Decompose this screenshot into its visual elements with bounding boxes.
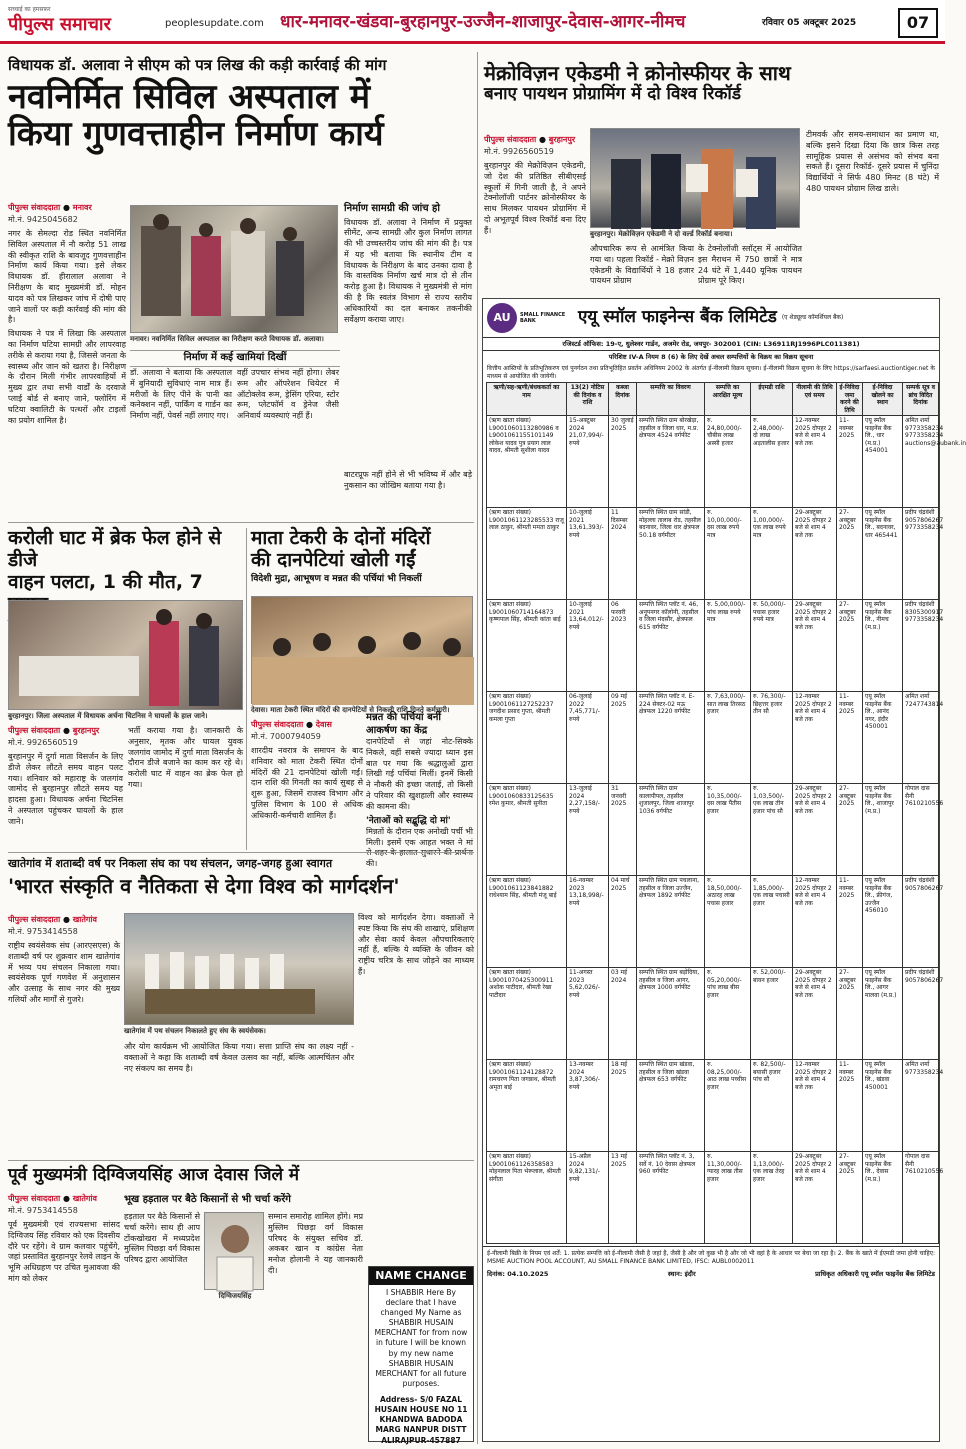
byline: पीपुल्स संवाददाता ● देवास <box>251 720 332 729</box>
bank-cell-notice: 13-जुलाई 2024 2,27,158/- रुपये <box>567 784 609 876</box>
au-bank-logo-text: SMALL FINANCE BANK <box>520 311 566 324</box>
bank-cell-possession: 03 मई 2024 <box>609 968 637 1060</box>
bank-cell-possession: 11 दिसम्बर 2024 <box>609 508 637 600</box>
bank-cell-submit: 27-अक्टूबर 2025 <box>837 1152 863 1244</box>
bank-cell-submit: 11-नवम्बर 2025 <box>837 416 863 508</box>
bank-cell-date: 12-नवम्बर 2025 दोपहर 2 बजे से शाम 4 बजे तक <box>793 876 837 968</box>
bank-footer-place: स्थान: इंदौर <box>667 1270 696 1279</box>
bank-cell-possession: 04 मार्च 2025 <box>609 876 637 968</box>
bank-cell-possession: 18 मई 2025 <box>609 1060 637 1152</box>
bank-cell-property: सम्पत्ति स्थित ग्राम कालापीपल, तहसील शुजालपुर, जिला शाजापुर 1036 वर्गफीट <box>637 784 705 876</box>
bank-cell-place: एयू स्मॉल फाइनेंस बैंक लि., देवास (म.प्र.) <box>863 1152 903 1244</box>
macrovision-photo <box>590 128 800 228</box>
issue-date: रविवार 05 अक्टूबर 2025 <box>762 18 857 28</box>
story-hospital-para-1: नगर के सेमल्दा रोड स्थित नवनिर्मित सिविल अस्पताल में नौ करोड़ 51 लाख की स्वीकृत राशि के बावजूद गुणवत्ताहीन निर्माण कार्य किया गया। इसे लेकर विधायक डॉ. हीरालाल अलावा ने निरीक्षण के बाद मुख्यमंत्री डॉ. मोहन यादव को पत्र लिखकर जांच में दोषी पाए जाने वालों पर कड़ी कार्रवाई की मांग की है। <box>8 229 126 325</box>
table-row <box>487 1060 939 1152</box>
bank-cell-emd: रु. 52,000/- बावन हजार <box>751 968 793 1060</box>
bank-col-header: ईएमडी राशि <box>751 383 793 416</box>
story-donation-headline-2: की दानपेटियां खोली गईं <box>251 548 416 571</box>
edition-cities: धार-मनावर-खंडवा-बुरहानपुर-उज्जैन-शाजापुर-देवास-आगर-नीमच <box>280 12 686 32</box>
bank-cell-borrower: (ऋण खाता संख्या) L9001070425300911 अशोक पाटीदार, श्रीमती रेखा पाटीदार <box>487 968 567 1060</box>
bank-cell-property: सम्पत्ति स्थित ग्राम बोरखेड़ा, तहसील व जिला धार, म.प्र. क्षेत्रफल 4524 वर्गफीट <box>637 416 705 508</box>
byline-mobile: मो.नं. 9753414558 <box>8 1206 78 1215</box>
bank-cell-borrower: (ऋण खाता संख्या) L9001061123285533 राजू लाल ठाकुर, श्रीमती ममता ठाकुर <box>487 508 567 600</box>
bank-cell-submit: 27-अक्टूबर 2025 <box>837 784 863 876</box>
story-hospital-col-b: वहीं उपचार संभव नहीं होगा। लेबर रूम और ऑपरेशन थियेटर में ऑटोक्लेव रूम, ड्रेसिंग एरिया, स्टोर रूम, प्लेटफॉर्म व ड्रेनेज जैसी अनिवार्य व्यवस्थाएं नहीं हैं। <box>237 368 339 421</box>
digvijay-photo <box>204 1212 264 1290</box>
name-change-title: NAME CHANGE <box>369 1267 473 1285</box>
bank-cell-borrower: (ऋण खाता संख्या) L9001061124128872 रामचरण पिता जगन्नाथ, श्रीमती अमृता बाई <box>487 1060 567 1152</box>
bank-footer-sign-row <box>483 1268 939 1280</box>
bank-cell-place: एयू स्मॉल फाइनेंस बैंक लि., शाजापुर (म.प्र.) <box>863 784 903 876</box>
story-digvijay-col1-text: पूर्व मुख्यमंत्री एवं राज्यसभा सांसद दिग्विजय सिंह रविवार को एक दिवसीय दौरे पर रहेंगे। वे ग्राम कलवार पहुंचेंगे, जहां प्रस्तावित बुरहानपुर रेलवे लाइन के भूमि अधिग्रहण पर उचित मुआवजा की मांग को लेकर <box>8 1220 120 1283</box>
story-donation-quote-head: 'नेताओं को सद्बुद्धि दो मां' <box>366 815 451 826</box>
story-macrovision-col1-text: बुरहानपुर की मेक्रोविज़न एकेडमी, जो देश की प्रतिष्ठित सीबीएसई स्कूलों में गिनी जाती है, ने अपने टेक्नोलॉजी पार्टनर क्रोनोस्फीयर के साथ मिलकर पायथन प्रोग्रामिंग में दो अभूतपूर्व विश्व रिकॉर्ड बना दिए हैं। <box>484 161 586 235</box>
bank-cell-contact: प्रदीप चंद्रवंशी 9057806267 <box>903 876 939 968</box>
story-rss-col-3: और योग कार्यक्रम भी आयोजित किया गया। सत्ता प्राप्ति संघ का लक्ष्य नहीं - वक्ताओं ने कहा कि शताब्दी वर्ष केवल उत्सव का नहीं, बल्कि आत्मचिंतन और नए संकल्प का समय है। <box>124 1042 354 1073</box>
bank-cell-notice: 10-जुलाई 2021 13,61,393/- रुपये <box>567 508 609 600</box>
accident-photo <box>8 600 243 710</box>
story-rss-col-2: विश्व को मार्गदर्शन देगा। वक्ताओं ने स्पष्ट किया कि संघ की शाखाएं, प्रशिक्षण और सेवा कार्य केवल औपचारिकताएं नहीं हैं, बल्कि ये व्यक्ति के जीवन को राष्ट्रीय चरित्र के साथ जोड़ने का माध्यम हैं। <box>358 913 474 976</box>
rss-photo-figures <box>125 914 355 1026</box>
bank-cell-possession: 09 मई 2025 <box>609 692 637 784</box>
accident-photo-figures <box>9 601 244 711</box>
bank-cell-place: एयू स्मॉल फाइनेंस बैंक लि., खंडवा 450001 <box>863 1060 903 1152</box>
story-macrovision-col-2: औपचारिक रूप से आमंत्रित किया गया था। पहला रिकॉर्ड - मेक्रो विज़न एकेडमी के विद्यार्थियों ने 18 हजार पायथन प्रोग्राम <box>590 244 694 286</box>
divider <box>8 522 474 523</box>
story-donation <box>251 528 473 585</box>
bank-cell-property: सम्पत्ति स्थित ग्राम खंडवा, तहसील व जिला खंडवा क्षेत्रफल 653 वर्गफीट <box>637 1060 705 1152</box>
story-hospital-headline-1: नवनिर्मित सिविल अस्पताल में <box>8 76 371 117</box>
bank-cell-submit: 27-अक्टूबर 2025 <box>837 508 863 600</box>
bank-cell-contact: अमित शर्मा 9773358234 9773358234 auctions@aubank.in <box>903 416 939 508</box>
story-donation-quote-text: मिन्नतों के दौरान एक अनोखी पर्ची भी मिली। इसमें एक आहत भक्त ने मां की। <box>366 826 473 869</box>
table-row <box>487 416 939 508</box>
byline-mobile: मो.नं. 9753414558 <box>8 927 78 936</box>
divider <box>8 1160 474 1161</box>
bank-auction-table <box>486 382 966 1244</box>
donation-photo <box>251 596 473 704</box>
bank-cell-contact: प्रदीप चंद्रवंशी 9057806267 9773358234 <box>903 508 939 600</box>
bank-cell-place: एयू स्मॉल फाइनेंस बैंक लि., आगर मालवा (म.प्र.) <box>863 968 903 1060</box>
story-accident-headline-2: वाहन पलटा, 1 की मौत, 7 <box>8 570 203 593</box>
story-rss-col1-text: राष्ट्रीय स्वयंसेवक संघ (आरएसएस) के शताब्दी वर्ष पर शुक्रवार शाम खातेगांव में भव्य पथ संचलन निकाला गया। स्वयंसेवक पूर्ण गणवेश में अनुशासन और उत्साह के साथ नगर की मुख्य गलियों और मार्गों से गुजरे। <box>8 941 120 1004</box>
byline-name: पीपुल्स संवाददाता <box>8 915 61 924</box>
name-change-ad <box>368 1266 474 1445</box>
bank-cell-submit: 27-अक्टूबर 2025 <box>837 968 863 1060</box>
bank-cell-contact: गोपाल दास सैनी 7610210556 <box>903 784 939 876</box>
story-rss-col-1 <box>8 915 120 1006</box>
story-accident-col1-text: बुरहानपुर में दुर्गा माता विसर्जन के लिए डीजे लेकर लौटते समय वाहन पलट गया। शनिवार को महाराष्ट्र के जलगांव जामोद से बुरहानपुर लौटते समय यह हादसा हुआ। विधायक अर्चना चिटनिस ने अस्पताल पहुंचकर घायलों के हाल जाने। <box>8 752 123 826</box>
bank-cell-borrower: (ऋण खाता संख्या) L9001061127252237 जगदीश प्रसाद गुप्ता, श्रीमती कमला गुप्ता <box>487 692 567 784</box>
bank-cell-notice: 10-जुलाई 2021 13,64,012/- रुपये <box>567 600 609 692</box>
bank-cell-date: 29-अक्टूबर 2025 दोपहर 2 बजे से शाम 4 बजे तक <box>793 600 837 692</box>
byline-name: पीपुल्स संवाददाता <box>8 726 61 735</box>
hospital-photo-caption: मनावर। नवनिर्मित सिविल अस्पताल का निरीक्षण करते विधायक डॉ. अलावा। <box>130 335 324 343</box>
byline: पीपुल्स संवाददाता ● खातेगांव <box>8 915 97 924</box>
bank-cell-emd: रु. 76,300/- छिहत्तर हजार तीन सौ <box>751 692 793 784</box>
story-rss-headline: 'भारत संस्कृति व नैतिकता से देगा विश्व को मार्गदर्शन' <box>8 873 400 898</box>
bank-cell-property: सम्पत्ति स्थित प्लॉट नं. E-224 सेक्टर-02 मऊ क्षेत्रफल 1220 वर्गफीट <box>637 692 705 784</box>
byline: पीपुल्स संवाददाता ● बुरहानपुर <box>8 726 100 735</box>
bank-cell-property: सम्पत्ति स्थित ग्राम पचलाना, तहसील व जिला उज्जैन, क्षेत्रफल 1892 वर्गफीट <box>637 876 705 968</box>
bank-cell-date: 29-अक्टूबर 2025 दोपहर 2 बजे से शाम 4 बजे तक <box>793 784 837 876</box>
bank-table-header <box>487 383 939 416</box>
story-donation-col1-text: शारदीय नवरात्र के समापन के बाद शनिवार को माता टेकरी स्थित दोनों मंदिरों की 21 दानपेटियां खोली गईं। दान राशि की गिनती का कार्य सुबह से शुरू हुआ, जिसमें राजस्व विभाग और पुलिस विभाग के 100 से अधिक अधिकारी-कर्मचारी शामिल हैं। <box>251 746 363 820</box>
bank-notice-title: परिशिष्ट IV-A नियम 8 (6) के लिए देखें अचल सम्पत्तियों के विक्रय का विक्रय सूचना <box>608 353 814 362</box>
table-row <box>487 968 939 1060</box>
bank-table-body <box>487 416 966 1244</box>
bank-cell-notice: 15-अप्रैल 2024 9,82,131/- रुपये <box>567 1152 609 1244</box>
story-hospital-headline-2: किया गुणवत्ताहीन निर्माण कार्य <box>8 114 384 155</box>
divider <box>246 528 247 850</box>
bank-cell-contact: प्रदीप चंद्रवंशी 8305300917 9773358234 <box>903 600 939 692</box>
story-hospital <box>8 56 473 154</box>
divider <box>477 52 478 1444</box>
bank-cell-place: एयू स्मॉल फाइनेंस बैंक लि., बदनावर, धार 465441 <box>863 508 903 600</box>
byline-mobile: मो.नं. 9425045682 <box>8 215 78 224</box>
bank-cell-notice: 06-जुलाई 2022 7,45,771/- रुपये <box>567 692 609 784</box>
byline-mobile: मो.नं. 7000794059 <box>251 732 321 741</box>
bank-cell-date: 29-अक्टूबर 2025 दोपहर 2 बजे से शाम 4 बजे तक <box>793 968 837 1060</box>
bank-footer-date: दिनांक: 04.10.2025 <box>487 1270 549 1279</box>
byline-place: देवास <box>315 720 332 729</box>
story-donation-side <box>366 712 473 870</box>
story-macrovision <box>484 62 939 105</box>
masthead <box>0 0 945 44</box>
byline-name: पीपुल्स संवाददाता <box>8 1194 61 1203</box>
accident-caption: बुरहानपुर। जिला अस्पताल में विधायक अर्चना चिटनिस ने घायलों के हाल जाने। <box>8 712 208 720</box>
bank-cell-reserve: रु. 7,63,000/- सात लाख तिरसठ हजार <box>705 692 751 784</box>
bank-cell-reserve: रु. 10,00,000/- दस लाख रुपये मात्र <box>705 508 751 600</box>
bank-cell-reserve: रु. 10,35,000/- दस लाख पैंतीस हजार <box>705 784 751 876</box>
bank-cell-contact: गोपाल दास सैनी 7610210556 <box>903 1152 939 1244</box>
macrovision-caption: बुरहानपुर। मेक्रोविज़न एकेडमी ने दो वर्ल्ड रिकॉर्ड बनाया। <box>590 230 733 238</box>
story-donation-side-text: दानपेटियों से जहां नोट-सिक्के निकले, वहीं सबसे ज्यादा ध्यान इस बात पर गया कि श्रद्धालुओं द्वारा लिखी गई पर्चियां मिलीं। इनमें किसी ने नौकरी की इच्छा जताई, तो किसी ने परिवार की खुशहाली और स्वास्थ्य की कामना की। <box>366 737 473 811</box>
byline-place: बुरहानपुर <box>548 135 576 144</box>
table-row <box>487 600 939 692</box>
bank-cell-possession: 31 जनवरी 2025 <box>609 784 637 876</box>
bank-cell-date: 12-नवम्बर 2025 दोपहर 2 बजे से शाम 4 बजे तक <box>793 692 837 784</box>
story-digvijay-col-3: सम्मान समारोह शामिल होंगे। मप्र मुस्लिम पिछड़ा वर्ग विकास परिषद के संयुक्त सचिव डॉ. अकबर खान व कांग्रेस नेता मनोज होलानी ने यह जानकारी दी। <box>268 1212 363 1275</box>
bank-cell-property: सम्पत्ति स्थित ग्राम सांडी, मोहल्ला तालाब रोड, तहसील बदनावर, जिला धार क्षेत्रफल 50.18 वर्गमीटर <box>637 508 705 600</box>
bank-cell-submit: 27-अक्टूबर 2025 <box>837 600 863 692</box>
bank-col-header: सम्पत्ति का आरक्षित मूल्य <box>705 383 751 416</box>
bank-title: एयू स्मॉल फाइनेन्स बैंक लिमिटेड <box>578 307 777 328</box>
bank-office: रजिस्टर्ड ऑफिस: 19-ए, धुलेश्वर गार्डन, अजमेर रोड, जयपुर- 302001 (CIN: L36911RJ1996PLC011381) <box>483 338 939 351</box>
bank-footer-sign: प्राधिकृत अधिकारी एयू स्मॉल फाइनेंस बैंक लिमिटेड <box>815 1270 935 1279</box>
story-hospital-col-c: बाटरप्रूफ नहीं होने से भी भविष्य में और बड़े नुकसान का जोखिम बताया गया है। <box>344 470 472 490</box>
byline-name: पीपुल्स संवाददाता <box>251 720 304 729</box>
bank-intro: वित्तीय आस्तियों के प्रतिभूतिकरण एवं पुनर्गठन तथा प्रतिभूतिहित प्रवर्तन अधिनियम 2002 के अंतर्गत ई-नीलामी विक्रय सूचना। ई-नीलामी विक्रय सूचना के लिए https://sarfaesi.auctiontiger.net के माध्यम से आयोजित की जायेगी। <box>487 365 935 380</box>
story-hospital-kicker: विधायक डॉ. अलावा ने सीएम को पत्र लिख की कड़ी कार्रवाई की मांग <box>8 56 387 74</box>
bank-cell-emd: रु. 2,48,000/- दो लाख अड़तालीस हजार <box>751 416 793 508</box>
bank-col-header: नीलामी की तिथि एवं समय <box>793 383 837 416</box>
bank-cell-date: 12-नवम्बर 2025 दोपहर 2 बजे से शाम 4 बजे तक <box>793 416 837 508</box>
byline: पीपुल्स संवाददाता ● खातेगांव <box>8 1194 97 1203</box>
byline: पीपुल्स संवाददाता ● बुरहानपुर <box>484 135 576 144</box>
bank-cell-reserve: रु. 5,00,000/- पांच लाख रुपये मात्र <box>705 600 751 692</box>
story-digvijay-col-1 <box>8 1194 120 1285</box>
bank-cell-borrower: (ऋण खाता संख्या) L9001060833125635 रमेश कुमार, श्रीमती सुनीता <box>487 784 567 876</box>
bank-cell-reserve: रु. 08,25,000/- आठ लाख पच्चीस हजार <box>705 1060 751 1152</box>
bank-cell-date: 29-अक्टूबर 2025 दोपहर 2 बजे से शाम 4 बजे तक <box>793 508 837 600</box>
bank-cell-emd: रु. 1,03,500/- एक लाख तीन हजार पांच सौ <box>751 784 793 876</box>
table-row <box>487 784 939 876</box>
story-macrovision-headline-2: बनाए पायथन प्रोग्रामिंग में दो विश्व रिकॉर्ड <box>484 84 741 104</box>
bank-cell-place: एयू स्मॉल फाइनेंस बैंक लि., नीमच (म.प्र.) <box>863 600 903 692</box>
bank-cell-borrower: (ऋण खाता संख्या) L9001061123841882 राधेश्याम सिंह, श्रीमती मंजू बाई <box>487 876 567 968</box>
bank-cell-property: सम्पत्ति स्थित प्लॉट नं. 3, सर्वे नं. 10 देवास क्षेत्रफल 960 वर्गफीट <box>637 1152 705 1244</box>
bank-cell-property: सम्पत्ति स्थित प्लॉट नं. 46, अनूपनगर कॉलोनी, तहसील व जिला मंदसौर, क्षेत्रफल 615 वर्गफीट <box>637 600 705 692</box>
bank-cell-borrower: (ऋण खाता संख्या) L9001060113280986 व L9001061155101149 लोकेश यादव पुत्र प्रयाग लाल यादव, श्रीमती सुशीला यादव <box>487 416 567 508</box>
story-macrovision-col-3: के टेक्नोलॉजी स्लॉट्स में आयोजित इस मैराथन में 750 छात्रों ने मात्र 24 घंटे में 1,440 यूनिक पायथन प्रोग्राम पूरे किए। <box>698 244 802 286</box>
bank-cell-place: एयू स्मॉल फाइनेंस बैंक लि., धार (म.प्र.) 454001 <box>863 416 903 508</box>
table-row <box>487 1152 939 1244</box>
story-rss <box>8 857 474 899</box>
bank-cell-reserve: रु. 18,50,000/- अठारह लाख पचास हजार <box>705 876 751 968</box>
macrovision-photo-figures <box>591 129 801 229</box>
rss-photo <box>124 913 354 1025</box>
byline-mobile: मो.नं. 9926560519 <box>484 147 554 156</box>
bank-cell-notice: 16-नवम्बर 2023 13,18,998/- रुपये <box>567 876 609 968</box>
story-accident-col-2: भर्ती कराया गया है। जानकारी के अनुसार, मृतक और घायल युवक जलगांव जामोद में दुर्गा माता विसर्जन के दौरान डीजे बजाने का काम कर रहे थे। करोली घाट में वाहन का ब्रेक फेल हो गया। <box>128 726 243 789</box>
bank-cell-date: 12-नवम्बर 2025 दोपहर 2 बजे से शाम 4 बजे तक <box>793 1060 837 1152</box>
bank-cell-notice: 13-नवम्बर 2024 3,87,306/- रुपये <box>567 1060 609 1152</box>
name-change-address: Address- S/0 FAZAL HUSAIN HOUSE NO 11 KHANDWA BADODA MARG NANPUR DISTT ALIRAJPUR-457887 <box>374 1395 468 1445</box>
story-hospital-col3-text: विधायक डॉ. अलावा ने निर्माण में प्रयुक्त सीमेंट, अन्य सामग्री और कुल निर्माण लागत की भी उच्चस्तरीय जांच की मांग की है। पत्र में यह भी बताया कि स्थानीय टीम व विधायक के निरीक्षण के बाद उनका दावा है कि वास्तविक निर्माण खर्च मात्र दो से तीन करोड़ हुआ है। विधायक ने मुख्यमंत्री से मांग की है कि स्वतंत्र विभाग से राज्य स्तरीय अधिकारियों का दल बनाकर तकनीकी सर्वेक्षण कराया जाए। <box>344 217 472 324</box>
story-digvijay-headline: पूर्व मुख्यमंत्री दिग्विजयसिंह आज देवास जिले में <box>8 1165 300 1185</box>
story-digvijay-col-2: हड़ताल पर बैठे किसानों से चर्चा करेंगे। साथ ही आप टोंकखोखरा में मध्यप्रदेश मुस्लिम पिछड़ा वर्ग विकास परिषद द्वारा आयोजित <box>124 1212 200 1265</box>
newspaper-logo <box>8 6 158 40</box>
bank-title-sub: (ए शेड्यूल्ड कॉमर्शियल बैंक) <box>781 314 844 322</box>
bank-cell-date: 29-अक्टूबर 2025 दोपहर 2 बजे से शाम 4 बजे तक <box>793 1152 837 1244</box>
bank-cell-notice: 11-अगस्त 2023 5,62,026/- रुपये <box>567 968 609 1060</box>
story-macrovision-col-1 <box>484 135 586 237</box>
story-hospital-col-3 <box>344 203 472 325</box>
bank-col-header: सम्पर्क सूत्र व ब्रांच विदित दिनांक <box>903 383 939 416</box>
bank-cell-reserve: रु. 05,20,000/- पांच लाख बीस हजार <box>705 968 751 1060</box>
bank-col-header: ई-निविदा जमा करने की तिथि <box>837 383 863 416</box>
name-change-body: I SHABBIR Here By declare that I have changed My Name as SHABBIR HUSAIN MERCHANT for from now in future I will be known by my new name SHABBIR HUSAIN MERCHANT for all future purposes. <box>374 1287 468 1388</box>
table-row <box>487 692 939 784</box>
divider <box>8 852 474 853</box>
byline-place: खातेगांव <box>72 1194 97 1203</box>
story-rss-kicker: खातेगांव में शताब्दी वर्ष पर निकला संघ का पथ संचलन, जगह-जगह हुआ स्वागत <box>8 857 333 870</box>
bank-col-header: कब्जा दिनांक <box>609 383 637 416</box>
byline-name: पीपुल्स संवाददाता <box>8 203 61 212</box>
byline: पीपुल्स संवाददाता ● मनावर <box>8 203 92 212</box>
bank-cell-property: सम्पत्ति स्थित ग्राम बड़ोदिया, तहसील व जिला आगर, क्षेत्रफल 1000 वर्गफीट <box>637 968 705 1060</box>
bank-footer-terms: ई-नीलामी बिक्री के नियम एवं शर्तें: 1. प्रत्येक सम्पत्ति को ई-नीलामी जैसी है जहां है, जैसी है और जो कुछ भी है और जो भी वहां है के आधार पर बेचा जा रहा है। 2. बैंक के खाते में ईएमडी जमा होनी चाहिए: MSME AUCTION POOL ACCOUNT, AU SMALL FINANCE BANK LIMITED, IFSC: AUBL0002011 <box>483 1246 939 1268</box>
bank-cell-borrower: (ऋण खाता संख्या) L9001061126358583 मोहनलाल पिता भेरूलाल, श्रीमती संगीता <box>487 1152 567 1244</box>
bank-cell-possession: 13 मई 2025 <box>609 1152 637 1244</box>
hospital-photo <box>130 205 338 333</box>
hospital-photo-figures <box>131 206 339 334</box>
digvijay-caption: दिग्विजयसिंह <box>218 1292 252 1300</box>
story-donation-col-1 <box>251 720 363 822</box>
bank-cell-notice: 15-अक्टूबर 2024 21,07,994/- रुपये <box>567 416 609 508</box>
bank-cell-emd: रु. 1,85,000/- एक लाख पचासी हजार <box>751 876 793 968</box>
logo-tagline: सच्चाई का हमसफ़र <box>8 6 51 13</box>
byline-place: बुरहानपुर <box>72 726 100 735</box>
bank-cell-reserve: रु. 11,30,000/- ग्यारह लाख तीस हजार <box>705 1152 751 1244</box>
donation-photo-figures <box>252 597 474 705</box>
donation-caption: देवास। माता टेकरी स्थित मंदिरों की दानपेटियों से निकली राशि गिनते कर्मचारी। <box>251 706 450 714</box>
story-donation-subhead: विदेशी मुद्रा, आभूषण व मन्नत की पर्चियां भी निकलीं <box>251 573 422 584</box>
story-accident-col-1 <box>8 726 123 828</box>
story-macrovision-headline-1: मेक्रोविज़न एकेडमी ने क्रोनोस्फीयर के साथ <box>484 61 791 85</box>
story-macrovision-col-4: टीमवर्क और समय-समाधान का प्रमाण था, बल्कि इसने दिखा दिया कि छात्र किस तरह सामूहिक प्रयास से असंभव को संभव बना सकते हैं। दूसरा रिकॉर्ड- दूसरे प्रयास में चुनिंदा विद्यार्थियों ने सिर्फ 480 मिनट (8 घंटे) में 480 पायथन प्रोग्राम लिख डाले। <box>806 130 939 193</box>
byline-place: मनावर <box>72 203 92 212</box>
bank-cell-contact: अमित शर्मा 9773358234 <box>903 1060 939 1152</box>
bank-cell-emd: रु. 1,00,000/- एक लाख रुपये मात्र <box>751 508 793 600</box>
story-hospital-col3-lead: निर्माण सामग्री की जांच हो <box>344 203 440 214</box>
bank-cell-place: एयू स्मॉल फाइनेंस बैंक लि., फ्रीगंज, उज्जैन 456010 <box>863 876 903 968</box>
bank-cell-submit: 11-नवम्बर 2025 <box>837 692 863 784</box>
bank-auction-notice <box>482 298 966 1442</box>
bank-cell-possession: 30 जुलाई 2025 <box>609 416 637 508</box>
bank-col-header: सम्पत्ति का विवरण <box>637 383 705 416</box>
story-donation-headline-1: माता टेकरी के दोनों मंदिरों <box>251 527 431 549</box>
byline-place: खातेगांव <box>72 915 97 924</box>
bank-cell-contact: अमित शर्मा 7247743814 <box>903 692 939 784</box>
bank-cell-emd: रु. 1,13,000/- एक लाख तेरह हजार <box>751 1152 793 1244</box>
bank-cell-submit: 11-नवम्बर 2025 <box>837 876 863 968</box>
bank-cell-reserve: रु. 24,80,000/- चौबीस लाख अस्सी हजार <box>705 416 751 508</box>
bank-col-header: ई-निविदा खोलने का स्थान <box>863 383 903 416</box>
page-number: 07 <box>898 8 938 38</box>
byline-name: पीपुल्स संवाददाता <box>484 135 537 144</box>
logo-name: पीपुल्स समाचार <box>8 13 111 35</box>
story-digvijay <box>8 1166 363 1186</box>
bank-header <box>483 299 939 338</box>
story-hospital-subhead: निर्माण में कई खामियां दिखीं <box>130 350 340 367</box>
bank-cell-borrower: (ऋण खाता संख्या) L9001060714164873 कृष्णपाल सिंह, श्रीमती कांता बाई <box>487 600 567 692</box>
story-hospital-para-2: विधायक ने पत्र में लिखा कि अस्पताल का निर्माण घटिया सामग्री और लापरवाह तरीके से कराया गया है, जिससे जनता के स्वास्थ्य और जान को खतरा है। निरीक्षण के दौरान मिली गंभीर लापरवाहियों में मुख्य द्वार तथा सभी वार्डों के दरवाजे प्लाई बोर्ड से बनाए जाने, फ्लोरिंग में घटिया क्वालिटी के पत्थरों और टाइलों का प्रयोग शामिल है। <box>8 329 126 425</box>
bank-col-header: ऋणी/सह-ऋणी/बंधककर्ता का नाम <box>487 383 567 416</box>
story-hospital-col-a: डॉ. अलावा ने बताया कि अस्पताल में बुनियादी सुविधाएं नाम मात्र हैं। मरीजों के लिए पीने के पानी का कनेक्शन नहीं, पार्किंग व गार्डन का निर्माण नहीं, पेवर्स नहीं लगाए गए। <box>130 368 232 421</box>
table-row <box>487 876 939 968</box>
au-bank-logo-icon: AU <box>487 303 517 333</box>
bank-cell-emd: रु. 82,500/- बयासी हजार पांच सौ <box>751 1060 793 1152</box>
story-accident-headline-1: करोली घाट में ब्रेक फेल होने से डीजे <box>8 527 222 571</box>
website-link[interactable]: peoplesupdate.com <box>165 18 264 29</box>
story-digvijay-subhead: भूख हड़ताल पर बैठे किसानों से भी चर्चा करेंगे <box>124 1194 291 1205</box>
rss-caption: खातेगांव में पथ संचलन निकालते हुए संघ के स्वयंसेवक। <box>124 1027 266 1035</box>
bank-cell-emd: रु. 50,000/- पचास हजार रुपये मात्र <box>751 600 793 692</box>
bank-cell-place: एयू स्मॉल फाइनेंस बैंक लि., आनंद नगर, इंदौर 450001 <box>863 692 903 784</box>
bank-cell-submit: 11-नवम्बर 2025 <box>837 1060 863 1152</box>
bank-cell-possession: 06 फरवरी 2023 <box>609 600 637 692</box>
digvijay-photo-figure <box>205 1213 265 1291</box>
table-row <box>487 508 939 600</box>
story-hospital-col-1 <box>8 203 126 426</box>
story-donation-side-head: मन्नत की पर्चियां बनीं आकर्षण का केंद्र <box>366 712 441 736</box>
bank-table-wrap <box>483 382 966 1244</box>
bank-col-header: 13(2) नोटिस की दिनांक व राशि <box>567 383 609 416</box>
bank-cell-contact: प्रदीप चंद्रवंशी 9057806267 <box>903 968 939 1060</box>
byline-mobile: मो.नं. 9926560519 <box>8 738 78 747</box>
